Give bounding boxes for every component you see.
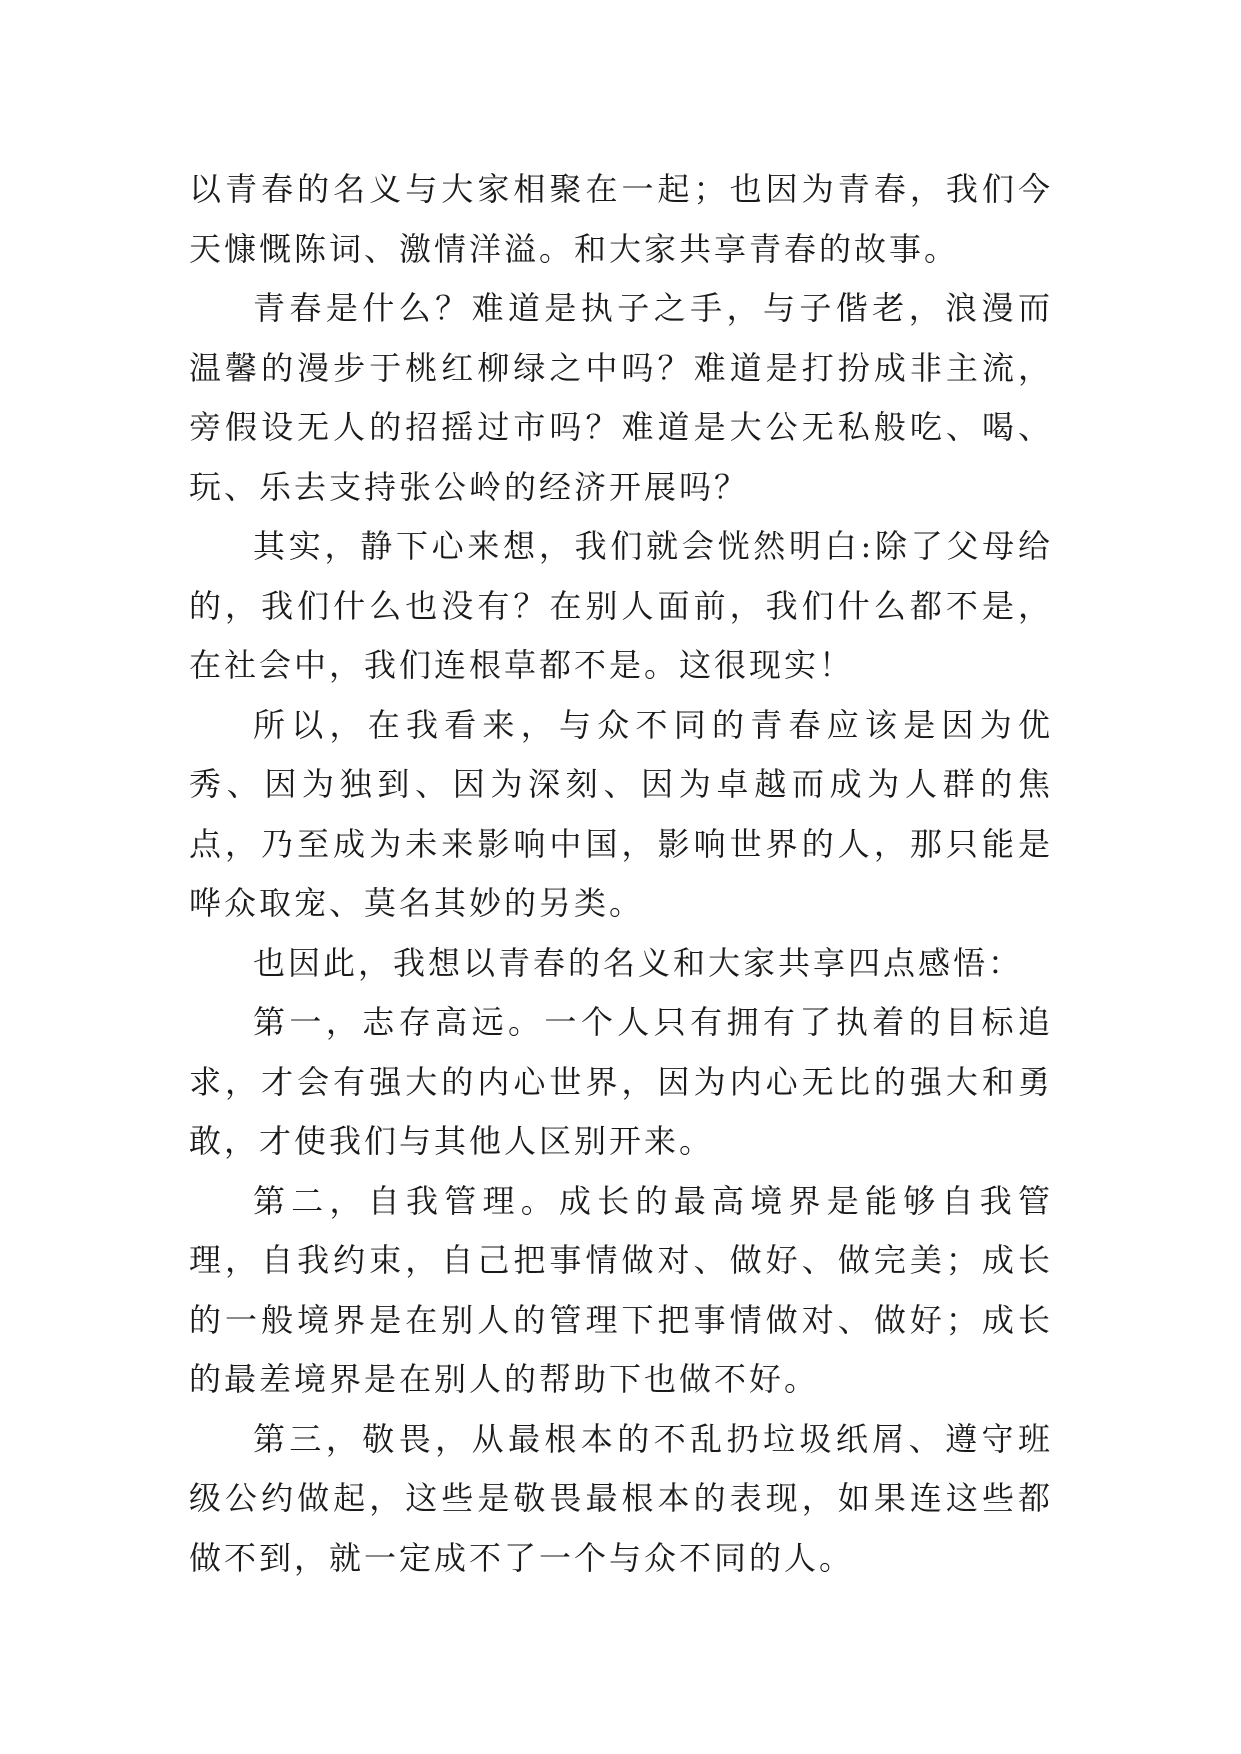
- paragraph-6: 第一，志存高远。一个人只有拥有了执着的目标追求，才会有强大的内心世界，因为内心无比的强大和勇敢，才使我们与其他人区别开来。: [189, 1003, 1053, 1160]
- paragraph-7: 第二，自我管理。成长的最高境界是能够自我管理，自我约束，自己把事情做对、做好、做完美；成长的一般境界是在别人的管理下把事情做对、做好；成长的最差境界是在别人的帮助下也做不好。: [189, 1181, 1053, 1398]
- paragraph-5: 也因此，我想以青春的名义和大家共享四点感悟：: [253, 943, 1024, 982]
- paragraph-3: 其实，静下心来想，我们就会恍然明白:除了父母给的，我们什么也没有？在别人面前，我们什么都不是，在社会中，我们连根草都不是。这很现实！: [189, 527, 1053, 684]
- paragraph-4: 所以，在我看来，与众不同的青春应该是因为优秀、因为独到、因为深刻、因为卓越而成为人群的焦点，乃至成为未来影响中国，影响世界的人，那只能是哗众取宠、莫名其妙的另类。: [189, 705, 1053, 922]
- paragraph-8: 第三，敬畏，从最根本的不乱扔垃圾纸屑、遵守班级公约做起，这些是敬畏最根本的表现，如果连这些都做不到，就一定成不了一个与众不同的人。: [189, 1419, 1053, 1577]
- paragraph-1: 以青春的名义与大家相聚在一起；也因为青春，我们今天慷慨陈词、激情洋溢。和大家共享青春的故事。: [189, 170, 1053, 268]
- paragraph-2: 青春是什么？难道是执子之手，与子偕老，浪漫而温馨的漫步于桃红柳绿之中吗？难道是打扮成非主流，旁假设无人的招摇过市吗？难道是大公无私般吃、喝、玩、乐去支持张公岭的经济开展吗？: [189, 289, 1053, 506]
- document-body: [189, 160, 1053, 1588]
